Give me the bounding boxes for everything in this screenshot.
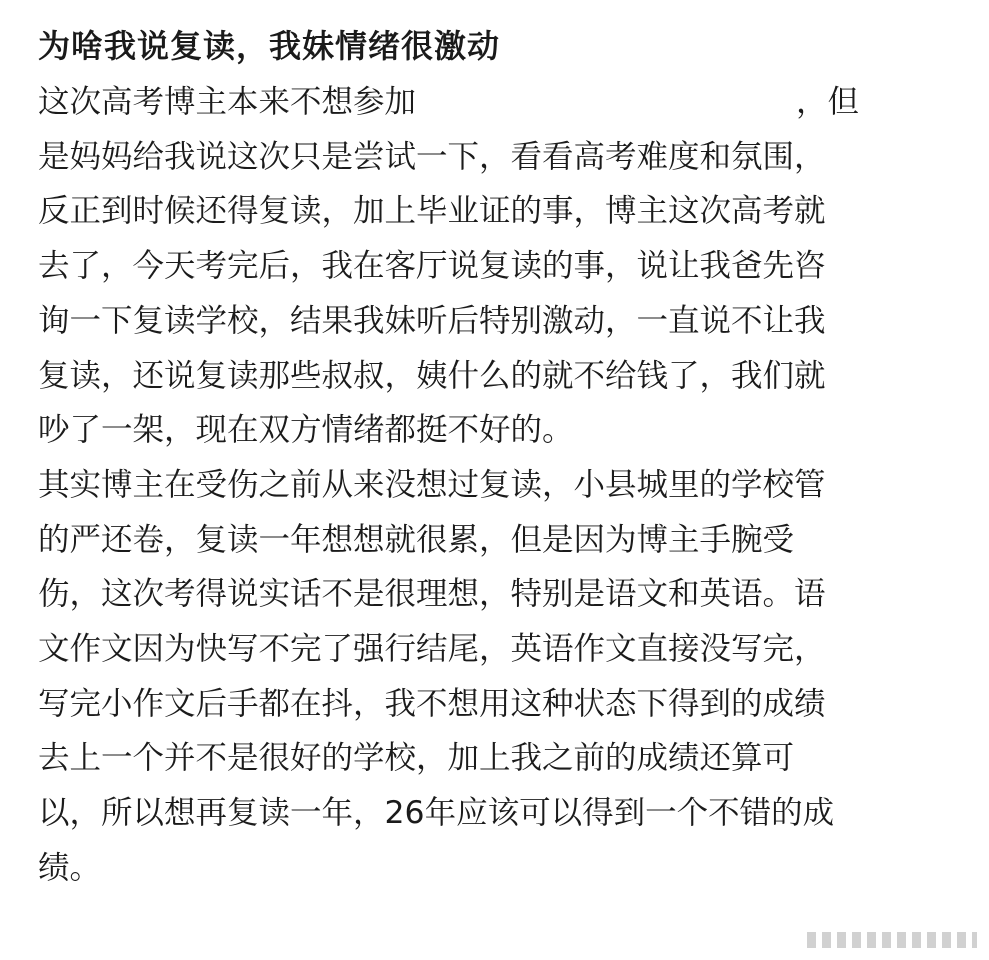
paragraph-2-line-4: 文作文因为快写不完了强行结尾，英语作文直接没写完， — [38, 631, 826, 668]
paragraph-1-line-5: 询一下复读学校，结果我妹听后特别激动，一直说不让我 — [38, 302, 826, 339]
paragraph-1-line-1 — [38, 75, 938, 130]
paragraph-1-line-6: 复读，还说复读那些叔叔，姨什么的就不给钱了，我们就 — [38, 357, 826, 394]
paragraph-1-line-1-end: ，但 — [796, 84, 860, 120]
watermark — [807, 932, 977, 948]
paragraph-2-line-7: 以，所以想再复读一年，26年应该可以得到一个不错的成 — [38, 795, 835, 832]
paragraph-2-line-8: 绩。 — [38, 849, 102, 886]
paragraph-1-line-1-start: 这次高考博主本来不想参加 — [38, 84, 417, 120]
paragraph-1-line-7: 吵了一架，现在双方情绪都挺不好的。 — [38, 412, 574, 449]
paragraph-1-line-3: 反正到时候还得复读，加上毕业证的事，博主这次高考就 — [38, 193, 826, 230]
paragraph-1-line-2: 是妈妈给我说这次只是尝试一下，看看高考难度和氛围， — [38, 138, 826, 175]
paragraph-1 — [38, 75, 938, 458]
post-title: 为啥我说复读，我妹情绪很激动 — [38, 27, 501, 65]
paragraph-2-line-5: 写完小作文后手都在抖，我不想用这种状态下得到的成绩 — [38, 685, 826, 722]
paragraph-2-line-1: 其实博主在受伤之前从来没想过复读，小县城里的学校管 — [38, 466, 826, 503]
paragraph-2-line-3: 伤，这次考得说实话不是很理想，特别是语文和英语。语 — [38, 576, 826, 613]
post — [38, 22, 938, 896]
paragraph-1-line-4: 去了，今天考完后，我在客厅说复读的事，说让我爸先咨 — [38, 248, 826, 285]
paragraph-2-line-2: 的严还卷，复读一年想想就很累，但是因为博主手腕受 — [38, 521, 795, 558]
paragraph-2 — [38, 458, 938, 896]
paragraph-2-line-6: 去上一个并不是很好的学校，加上我之前的成绩还算可 — [38, 740, 795, 777]
